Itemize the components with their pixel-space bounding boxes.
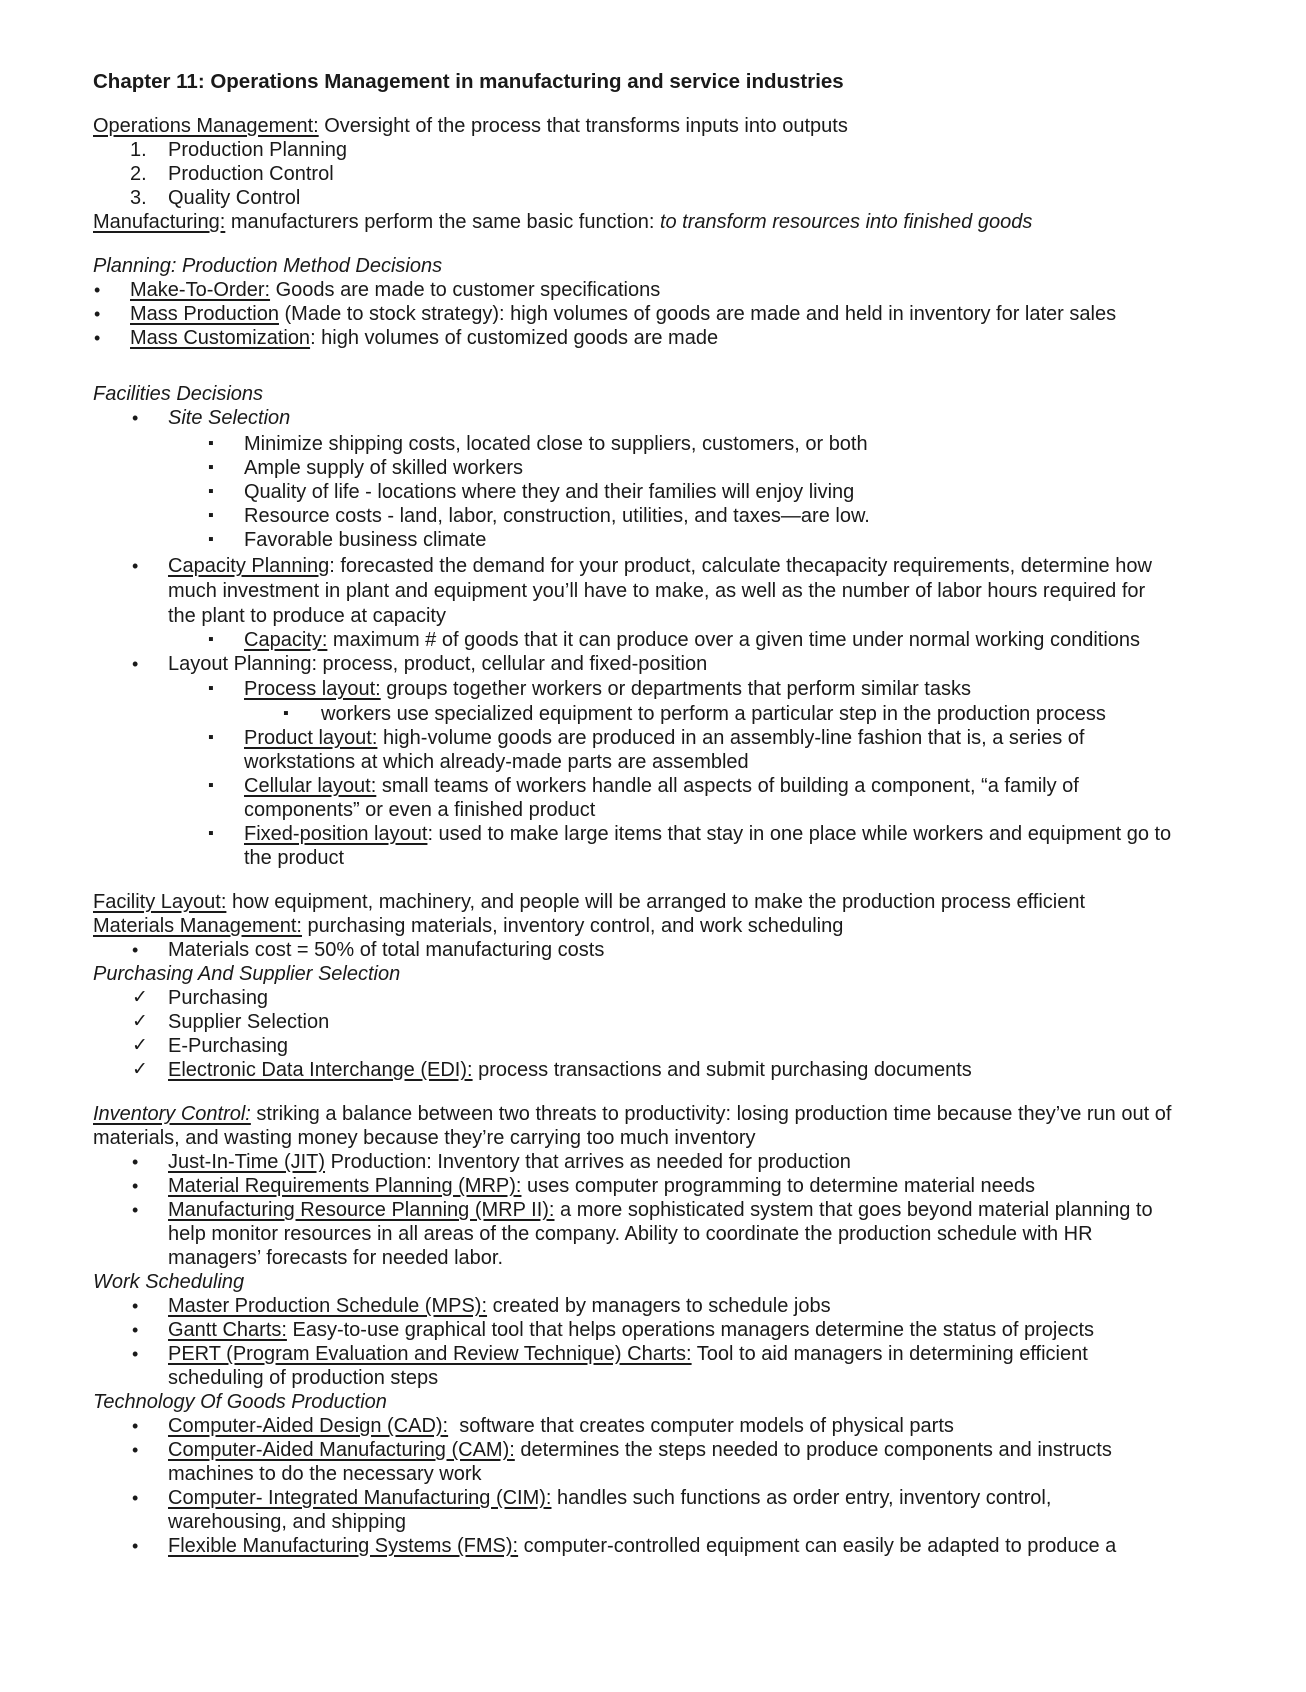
ops-definition <box>93 114 1266 138</box>
bullet-icon: • <box>94 280 101 300</box>
site-item <box>208 456 1266 480</box>
work-item <box>132 1318 1266 1342</box>
inventory-text: striking a balance between two threats to productivity: losing production time because they’ve run out of <box>250 1103 1172 1125</box>
layout-text: : used to make large items that stay in one place while workers and equipment go to <box>427 823 1172 845</box>
cam-term: Computer-Aided Manufacturing (CAM): <box>168 1439 515 1461</box>
layout-text: high-volume goods are produced in an assembly-line fashion that is, a series of <box>377 727 1085 749</box>
layout-sub-text: workers use specialized equipment to perform a particular step in the production process <box>321 703 1106 725</box>
cim-term: Computer- Integrated Manufacturing (CIM): <box>168 1487 552 1509</box>
capacity-text-line: the plant to produce at capacity <box>168 605 446 627</box>
site-item <box>208 480 1266 504</box>
bullet-icon: • <box>132 1416 139 1436</box>
gantt-text: Easy-to-use graphical tool that helps operations managers determine the status of projects <box>286 1319 1095 1341</box>
mrp2-text-line: help monitor resources in all areas of the company. Ability to coordinate the production schedule with HR <box>168 1223 1093 1245</box>
layout-item <box>208 774 1266 798</box>
bullet-icon: • <box>132 408 139 428</box>
mrp-term: Material Requirements Planning (MRP): <box>168 1175 522 1197</box>
layout-text: groups together workers or departments that perform similar tasks <box>380 678 971 700</box>
square-bullet-icon: ▪ <box>208 680 214 697</box>
inventory-term: Inventory Control: <box>93 1103 251 1125</box>
inventory-item <box>132 1198 1266 1222</box>
square-bullet-icon: ▪ <box>208 729 214 746</box>
inventory-definition <box>93 1102 1266 1126</box>
ops-item-text: Quality Control <box>168 187 301 209</box>
planning-item <box>94 326 1266 350</box>
mfg-term: Manufacturing: <box>93 211 226 233</box>
layout-planning <box>132 652 1266 676</box>
list-number: 2. <box>130 163 147 185</box>
layout-term: Cellular layout: <box>244 775 377 797</box>
item-term: Mass Customization <box>130 327 311 349</box>
cim-text-line: warehousing, and shipping <box>168 1511 406 1533</box>
edi-text: process transactions and submit purchasing documents <box>472 1059 972 1081</box>
purchasing-item <box>132 986 1266 1010</box>
materials-definition <box>93 914 1266 938</box>
site-item-text: Favorable business climate <box>244 529 487 551</box>
bullet-icon: • <box>132 1200 139 1220</box>
tech-item <box>132 1534 1266 1558</box>
capacity-sub-term: Capacity: <box>244 629 328 651</box>
planning-item <box>94 278 1266 302</box>
bullet-icon: • <box>132 940 139 960</box>
purchasing-item <box>132 1010 1266 1034</box>
site-selection-heading <box>132 406 1266 430</box>
capacity-text: : forecasted the demand for your product, calculate thecapacity requirements, determine how <box>329 555 1152 577</box>
checkmark-icon: ✓ <box>132 1059 148 1080</box>
square-bullet-icon: ▪ <box>208 459 214 476</box>
inventory-item <box>132 1150 1266 1174</box>
capacity-sub-item <box>208 628 1266 652</box>
layout-text: small teams of workers handle all aspects of building a component, “a family of <box>376 775 1079 797</box>
mps-term: Master Production Schedule (MPS): <box>168 1295 488 1317</box>
item-text: Goods are made to customer specifications <box>270 279 661 301</box>
list-number: 1. <box>130 139 147 161</box>
cam-text: determines the steps needed to produce components and instructs <box>514 1439 1112 1461</box>
item-term: Make-To-Order: <box>130 279 271 301</box>
site-item <box>208 528 1266 552</box>
site-item <box>208 432 1266 456</box>
cim-text: handles such functions as order entry, inventory control, <box>551 1487 1052 1509</box>
item-term: Mass Production <box>130 303 279 325</box>
chapter-title: Chapter 11: Operations Management in manufacturing and service industries <box>93 70 844 93</box>
cad-text: software that creates computer models of physical parts <box>448 1415 954 1437</box>
site-item-text: Minimize shipping costs, located close to suppliers, customers, or both <box>244 433 868 455</box>
fms-text: computer-controlled equipment can easily be adapted to produce a <box>518 1535 1117 1557</box>
facility-layout-definition <box>93 890 1266 914</box>
square-bullet-icon: ▪ <box>208 483 214 500</box>
layout-item <box>208 677 1266 701</box>
mfg-def: manufacturers perform the same basic function: <box>225 211 660 233</box>
gantt-term: Gantt Charts: <box>168 1319 287 1341</box>
square-bullet-icon: ▪ <box>208 507 214 524</box>
fms-term: Flexible Manufacturing Systems (FMS): <box>168 1535 519 1557</box>
bullet-icon: • <box>132 1536 139 1556</box>
layout-sub-item <box>283 702 1266 726</box>
inventory-item <box>132 1174 1266 1198</box>
bullet-icon: • <box>132 1296 139 1316</box>
planning-item <box>94 302 1266 326</box>
bullet-icon: • <box>132 1440 139 1460</box>
layout-item <box>208 726 1266 750</box>
technology-heading: Technology Of Goods Production <box>93 1391 387 1413</box>
inventory-text-line: materials, and wasting money because they’re carrying too much inventory <box>93 1127 756 1149</box>
site-heading-text: Site Selection <box>168 407 291 429</box>
cad-term: Computer-Aided Design (CAD): <box>168 1415 449 1437</box>
purchasing-heading: Purchasing And Supplier Selection <box>93 963 401 985</box>
square-bullet-icon: ▪ <box>208 777 214 794</box>
checkmark-icon: ✓ <box>132 1035 148 1056</box>
work-item <box>132 1342 1266 1366</box>
edi-term: Electronic Data Interchange (EDI): <box>168 1059 473 1081</box>
checkmark-icon: ✓ <box>132 1011 148 1032</box>
layout-term: Fixed-position layout <box>244 823 428 845</box>
capacity-sub-text: maximum # of goods that it can produce over a given time under normal working conditions <box>327 629 1141 651</box>
ops-item <box>130 186 1266 210</box>
mrp-text: uses computer programming to determine material needs <box>521 1175 1036 1197</box>
purchasing-item <box>132 1034 1266 1058</box>
layout-heading-text: Layout Planning: process, product, cellular and fixed-position <box>168 653 708 675</box>
ops-item <box>130 138 1266 162</box>
tech-item <box>132 1486 1266 1510</box>
materials-term: Materials Management: <box>93 915 302 937</box>
capacity-text-line: much investment in plant and equipment you’ll have to make, as well as the number of labor hours required for <box>168 580 1146 602</box>
bullet-icon: • <box>94 304 101 324</box>
ops-item <box>130 162 1266 186</box>
purchasing-item-text: Supplier Selection <box>168 1011 330 1033</box>
mrp2-text: a more sophisticated system that goes beyond material planning to <box>554 1199 1153 1221</box>
site-item-text: Ample supply of skilled workers <box>244 457 523 479</box>
purchasing-item-text: Purchasing <box>168 987 269 1009</box>
pert-term: PERT (Program Evaluation and Review Technique) Charts: <box>168 1343 692 1365</box>
facility-layout-term: Facility Layout: <box>93 891 227 913</box>
layout-term: Process layout: <box>244 678 381 700</box>
ops-item-text: Production Control <box>168 163 334 185</box>
site-item <box>208 504 1266 528</box>
layout-item <box>208 822 1266 846</box>
bullet-icon: • <box>132 654 139 674</box>
work-scheduling-heading: Work Scheduling <box>93 1271 245 1293</box>
capacity-term: Capacity Planning <box>168 555 330 577</box>
ops-item-text: Production Planning <box>168 139 348 161</box>
layout-term: Product layout: <box>244 727 378 749</box>
square-bullet-icon: ▪ <box>283 705 289 722</box>
site-item-text: Quality of life - locations where they and their families will enjoy living <box>244 481 855 503</box>
bullet-icon: • <box>132 1488 139 1508</box>
square-bullet-icon: ▪ <box>208 631 214 648</box>
facility-layout-text: how equipment, machinery, and people will be arranged to make the production process efficient <box>226 891 1086 913</box>
bullet-icon: • <box>132 556 139 576</box>
mps-text: created by managers to schedule jobs <box>487 1295 831 1317</box>
site-item-text: Resource costs - land, labor, construction, utilities, and taxes—are low. <box>244 505 870 527</box>
mfg-def-italic: to transform resources into finished goods <box>659 211 1033 233</box>
mrp2-term: Manufacturing Resource Planning (MRP II): <box>168 1199 555 1221</box>
list-number: 3. <box>130 187 147 209</box>
bullet-icon: • <box>132 1176 139 1196</box>
mrp2-text-line: managers’ forecasts for needed labor. <box>168 1247 504 1269</box>
pert-text: Tool to aid managers in determining efficient <box>691 1343 1088 1365</box>
bullet-icon: • <box>132 1320 139 1340</box>
layout-text-line: the product <box>244 847 345 869</box>
square-bullet-icon: ▪ <box>208 531 214 548</box>
planning-heading: Planning: Production Method Decisions <box>93 255 443 277</box>
layout-text-line: components” or even a finished product <box>244 799 596 821</box>
mfg-definition <box>93 210 1266 234</box>
materials-bullet-text: Materials cost = 50% of total manufacturing costs <box>168 939 605 961</box>
jit-term: Just-In-Time (JIT) <box>168 1151 326 1173</box>
tech-item <box>132 1438 1266 1462</box>
item-text: : high volumes of customized goods are made <box>310 327 719 349</box>
purchasing-item <box>132 1058 1266 1082</box>
facilities-heading: Facilities Decisions <box>93 383 264 405</box>
cam-text-line: machines to do the necessary work <box>168 1463 482 1485</box>
ops-term: Operations Management: <box>93 115 319 137</box>
ops-def: Oversight of the process that transforms inputs into outputs <box>318 115 848 137</box>
work-item <box>132 1294 1266 1318</box>
capacity-planning <box>132 554 1266 578</box>
bullet-icon: • <box>94 328 101 348</box>
bullet-icon: • <box>132 1344 139 1364</box>
square-bullet-icon: ▪ <box>208 435 214 452</box>
materials-text: purchasing materials, inventory control, and work scheduling <box>301 915 844 937</box>
tech-item <box>132 1414 1266 1438</box>
pert-text-line: scheduling of production steps <box>168 1367 439 1389</box>
jit-text: Production: Inventory that arrives as needed for production <box>325 1151 851 1173</box>
bullet-icon: • <box>132 1152 139 1172</box>
layout-text-line: workstations at which already-made parts are assembled <box>244 751 749 773</box>
checkmark-icon: ✓ <box>132 987 148 1008</box>
item-text: (Made to stock strategy): high volumes of goods are made and held in inventory for later sales <box>278 303 1117 325</box>
square-bullet-icon: ▪ <box>208 825 214 842</box>
materials-bullet <box>132 938 1266 962</box>
purchasing-item-text: E-Purchasing <box>168 1035 289 1057</box>
